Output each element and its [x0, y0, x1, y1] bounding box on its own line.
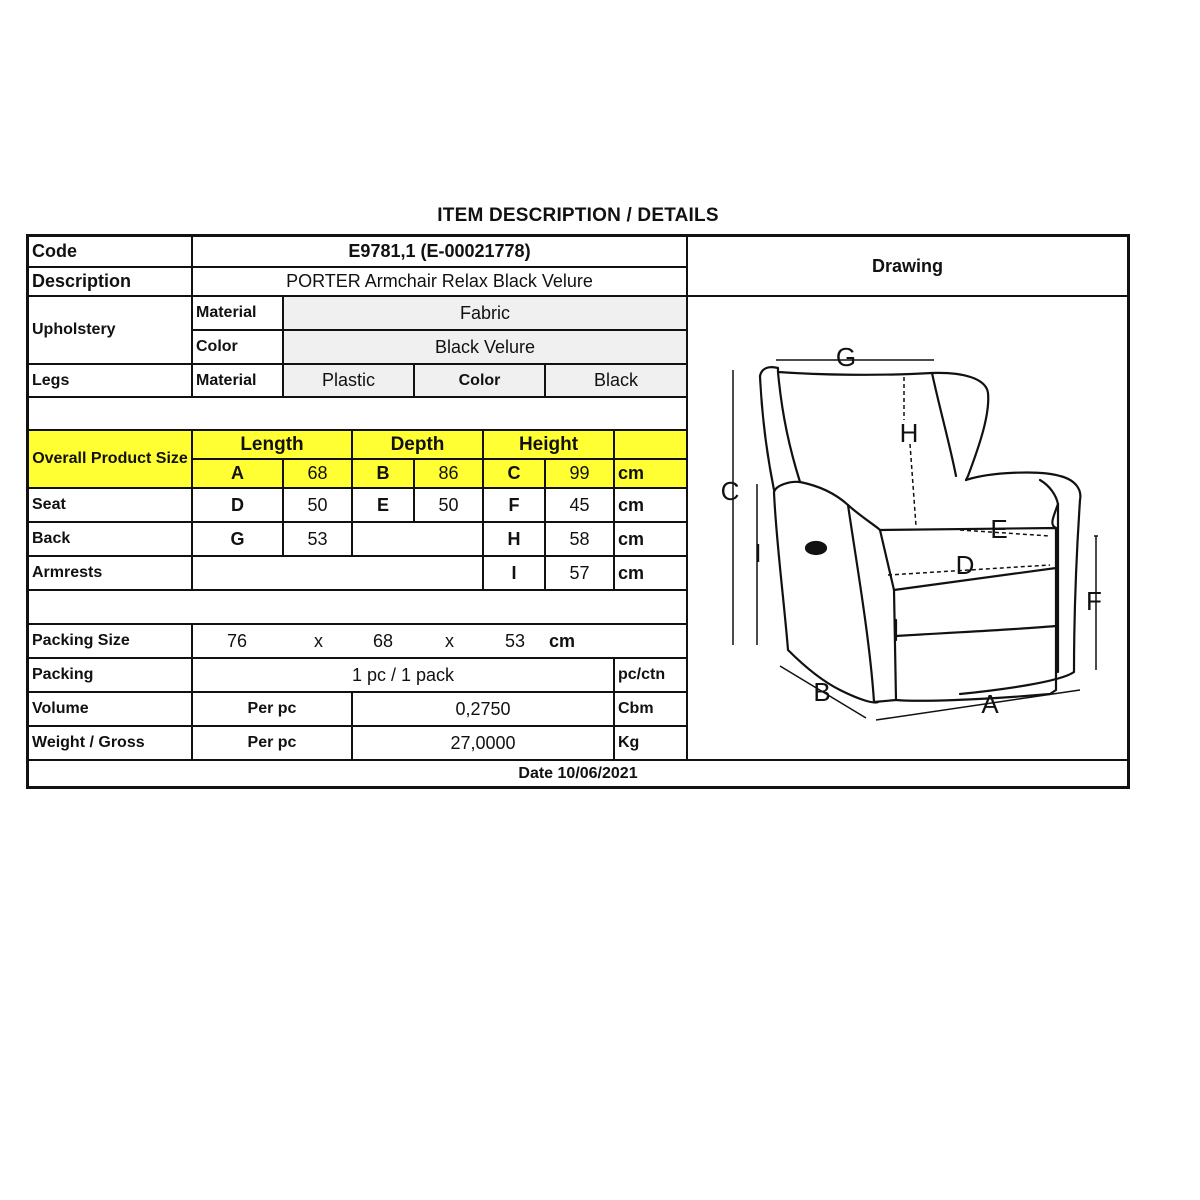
description-label: Description: [29, 268, 193, 297]
back-unit: cm: [615, 523, 688, 557]
legs-label: Legs: [29, 365, 193, 398]
packing-size-label: Packing Size: [29, 625, 193, 659]
label-d: D: [955, 550, 975, 580]
label-f: F: [1086, 586, 1102, 616]
i-value: 57: [546, 557, 615, 591]
length-header: Length: [193, 431, 353, 460]
label-c: C: [720, 476, 740, 506]
e-value: 50: [415, 489, 484, 523]
volume-per: Per pc: [193, 693, 353, 727]
volume-value: 0,2750: [353, 693, 615, 727]
sheet-title: ITEM DESCRIPTION / DETAILS: [437, 205, 719, 226]
f-key: F: [484, 489, 546, 523]
d-key: D: [193, 489, 284, 523]
description-value: PORTER Armchair Relax Black Velure: [193, 268, 688, 297]
label-g: G: [835, 342, 857, 372]
packing-size-unit: cm: [549, 630, 576, 651]
b-key: B: [353, 460, 415, 489]
packing-label: Packing: [29, 659, 193, 693]
d-value: 50: [284, 489, 353, 523]
legs-material-value: Plastic: [284, 365, 415, 398]
g-value: 53: [284, 523, 353, 557]
packing-unit: pc/ctn: [615, 659, 688, 693]
label-i: I: [754, 538, 762, 568]
code-value: E9781,1 (E-00021778): [193, 237, 688, 268]
seat-unit: cm: [615, 489, 688, 523]
seat-label: Seat: [29, 489, 193, 523]
upholstery-label: Upholstery: [29, 297, 193, 365]
packing-x2: x: [445, 630, 454, 651]
overall-size-label: Overall Product Size: [29, 431, 193, 489]
back-label: Back: [29, 523, 193, 557]
armrests-empty: [193, 557, 484, 591]
b-value: 86: [415, 460, 484, 489]
packing-size-value: [193, 625, 688, 659]
unit-header-empty: [615, 431, 688, 460]
packing-value: 1 pc / 1 pack: [193, 659, 615, 693]
upholstery-color-label: Color: [193, 331, 284, 365]
date: Date 10/06/2021: [518, 764, 638, 782]
armrests-unit: cm: [615, 557, 688, 591]
upholstery-material-value: Fabric: [284, 297, 688, 331]
volume-label: Volume: [29, 693, 193, 727]
packing-height: 53: [505, 630, 526, 651]
upholstery-color-value: Black Velure: [284, 331, 688, 365]
spacer-row: [29, 398, 688, 431]
packing-width: 68: [373, 630, 394, 651]
armrests-label: Armrests: [29, 557, 193, 591]
a-value: 68: [284, 460, 353, 489]
f-value: 45: [546, 489, 615, 523]
weight-label: Weight / Gross: [29, 727, 193, 761]
h-key: H: [484, 523, 546, 557]
label-b: B: [813, 677, 831, 707]
weight-value: 27,0000: [353, 727, 615, 761]
overall-unit: cm: [615, 460, 688, 489]
legs-material-label: Material: [193, 365, 284, 398]
height-header: Height: [484, 431, 615, 460]
armchair-drawing: [688, 296, 1128, 758]
e-key: E: [353, 489, 415, 523]
label-h: H: [899, 418, 919, 448]
label-a: A: [981, 689, 999, 719]
a-key: A: [193, 460, 284, 489]
back-empty: [353, 523, 484, 557]
label-e: E: [990, 514, 1008, 544]
g-key: G: [193, 523, 284, 557]
packing-length: 76: [227, 630, 248, 651]
c-value: 99: [546, 460, 615, 489]
spacer-row-2: [29, 591, 688, 625]
volume-unit: Cbm: [615, 693, 688, 727]
weight-per: Per pc: [193, 727, 353, 761]
drawing-label: Drawing: [688, 237, 1127, 297]
c-key: C: [484, 460, 546, 489]
legs-color-label: Color: [415, 365, 546, 398]
legs-color-value: Black: [546, 365, 688, 398]
depth-header: Depth: [353, 431, 484, 460]
h-value: 58: [546, 523, 615, 557]
weight-unit: Kg: [615, 727, 688, 761]
upholstery-material-label: Material: [193, 297, 284, 331]
code-label: Code: [29, 237, 193, 268]
i-key: I: [484, 557, 546, 591]
packing-x1: x: [314, 630, 323, 651]
